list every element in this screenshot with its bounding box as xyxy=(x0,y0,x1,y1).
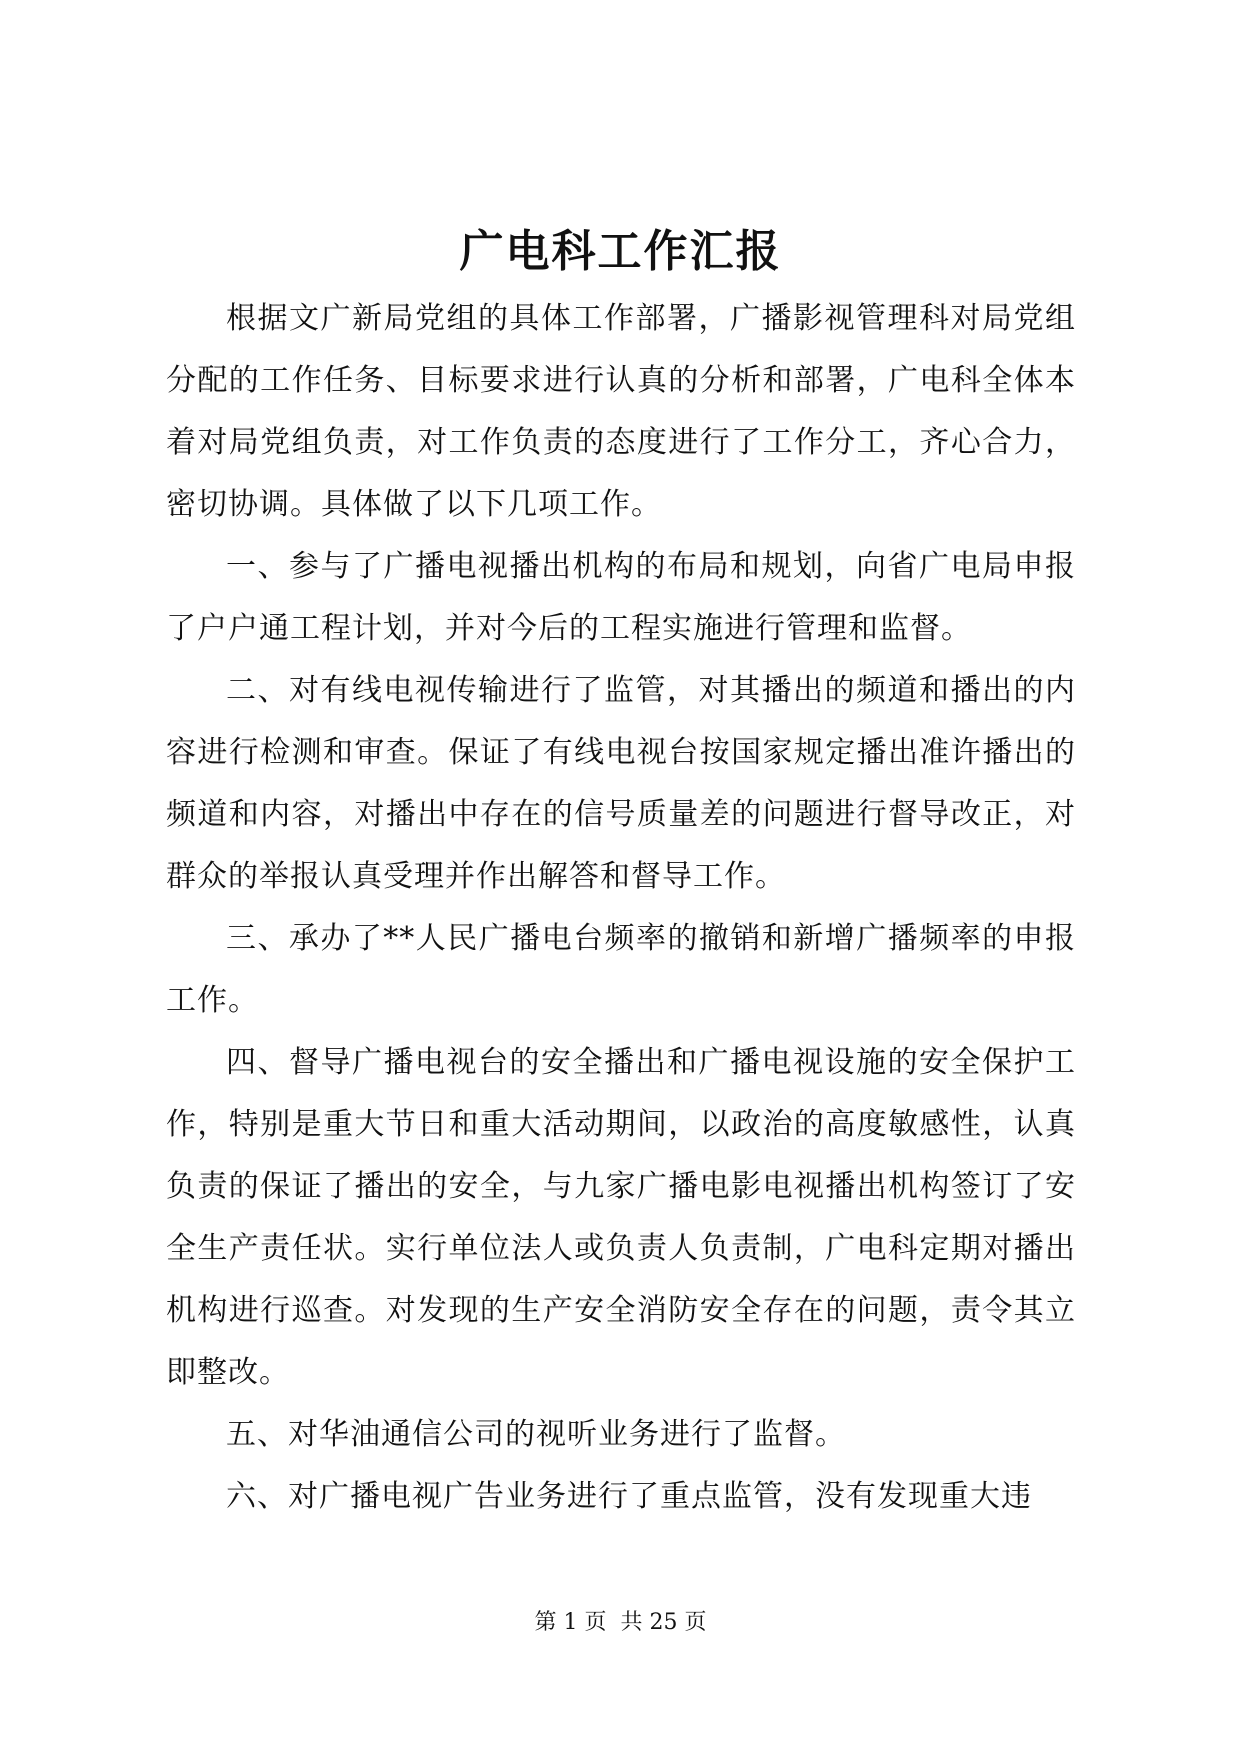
paragraph-item-5: 五、对华油通信公司的视听业务进行了监督。 xyxy=(226,1417,846,1452)
page-footer xyxy=(0,1608,1241,1638)
paragraph-item-3: 三、承办了**人民广播电台频率的撤销和新增广播频率的申报工作。 xyxy=(166,921,1076,1018)
paragraph-intro: 根据文广新局党组的具体工作部署，广播影视管理科对局党组分配的工作任务、目标要求进行认真的分析和部署，广电科全体本着对局党组负责，对工作负责的态度进行了工作分工，齐心合力，密切协调。具体做了以下几项工作。 xyxy=(166,301,1076,522)
paragraph-item-1: 一、参与了广播电视播出机构的布局和规划，向省广电局申报了户户通工程计划，并对今后的工程实施进行管理和监督。 xyxy=(166,549,1076,646)
document-body xyxy=(166,288,1076,1528)
page-number: 第 1 页 共 25 页 xyxy=(534,1610,707,1635)
paragraph-item-6: 六、对广播电视广告业务进行了重点监管，没有发现重大违 xyxy=(226,1479,1032,1514)
paragraph-item-4: 四、督导广播电视台的安全播出和广播电视设施的安全保护工作，特别是重大节日和重大活动期间，以政治的高度敏感性，认真负责的保证了播出的安全，与九家广播电影电视播出机构签订了安全生产责任状。实行单位法人或负责人负责制，广电科定期对播出机构进行巡查。对发现的生产安全消防安全存在的问题，责令其立即整改。 xyxy=(166,1045,1076,1390)
document-title: 广电科工作汇报 xyxy=(459,226,782,277)
paragraph-item-2: 二、对有线电视传输进行了监管，对其播出的频道和播出的内容进行检测和审查。保证了有线电视台按国家规定播出准许播出的频道和内容，对播出中存在的信号质量差的问题进行督导改正，对群众的举报认真受理并作出解答和督导工作。 xyxy=(166,673,1076,894)
